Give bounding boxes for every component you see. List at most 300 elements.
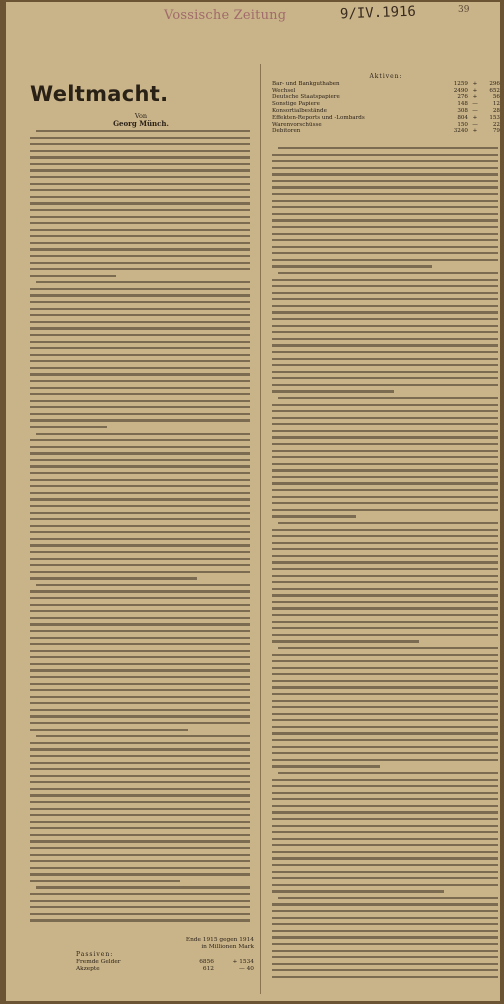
- text-line: [30, 709, 250, 711]
- text-line: [30, 742, 250, 744]
- text-line: [272, 180, 498, 182]
- text-line: [30, 163, 250, 165]
- text-line: [272, 318, 498, 320]
- text-line: [30, 518, 250, 520]
- text-line: [278, 397, 498, 399]
- text-line: [30, 156, 250, 158]
- text-line: [30, 169, 250, 171]
- aktiven-change: 296: [489, 80, 500, 87]
- text-line: [30, 183, 250, 185]
- text-line: [30, 531, 250, 533]
- aktiven-change: 79: [492, 128, 500, 135]
- text-line: [272, 529, 498, 531]
- text-line: [30, 189, 250, 191]
- text-line: [272, 640, 419, 642]
- text-line: [278, 147, 498, 149]
- text-line: [30, 571, 250, 573]
- text-line: [272, 259, 498, 261]
- text-line: [30, 525, 250, 527]
- text-line: [272, 607, 498, 609]
- aktiven-sign: +: [472, 87, 478, 94]
- text-line: [272, 193, 498, 195]
- aktiven-label: Debitoren: [272, 128, 301, 135]
- corner-mark: 39: [458, 5, 470, 15]
- text-line: [272, 535, 498, 537]
- text-line: [272, 634, 498, 636]
- text-line: [272, 686, 498, 688]
- text-line: [272, 864, 498, 866]
- text-line: [30, 308, 250, 310]
- aktiven-value-1915: 804: [457, 114, 468, 121]
- text-line: [272, 469, 498, 471]
- text-line: [272, 252, 498, 254]
- text-line: [30, 341, 250, 343]
- text-line: [30, 242, 250, 244]
- left-column-text-block: [30, 130, 250, 926]
- text-line: [272, 298, 498, 300]
- text-line: [272, 779, 498, 781]
- text-line: [30, 235, 250, 237]
- text-line: [272, 601, 498, 603]
- text-line: [272, 226, 498, 228]
- text-line: [30, 248, 250, 250]
- text-line: [272, 706, 498, 708]
- text-line: [272, 969, 498, 971]
- text-line: [30, 347, 250, 349]
- text-line: [272, 496, 498, 498]
- text-line: [272, 798, 498, 800]
- text-line: [30, 459, 250, 461]
- text-line: [272, 482, 498, 484]
- text-line: [272, 233, 498, 235]
- text-line: [278, 522, 498, 524]
- text-line: [272, 292, 498, 294]
- text-line: [272, 575, 498, 577]
- text-line: [272, 390, 394, 392]
- aktiven-row: [272, 115, 500, 122]
- text-line: [30, 768, 250, 770]
- text-line: [272, 167, 498, 169]
- text-line: [272, 752, 498, 754]
- text-line: [30, 577, 197, 579]
- text-line: [278, 897, 498, 899]
- text-line: [30, 755, 250, 757]
- text-line: [272, 877, 498, 879]
- text-line: [272, 246, 498, 248]
- text-line: [272, 377, 498, 379]
- text-line: [30, 419, 250, 421]
- text-line: [30, 446, 250, 448]
- text-line: [272, 279, 498, 281]
- aktiven-value-1915: 150: [457, 121, 468, 128]
- aktiven-value-1915: 276: [457, 94, 468, 101]
- text-line: [272, 351, 498, 353]
- aktiven-change: 56: [492, 94, 500, 101]
- text-line: [30, 604, 250, 606]
- text-line: [36, 735, 250, 737]
- text-line: [272, 693, 498, 695]
- text-line: [272, 831, 498, 833]
- passiven-label: Fremde Gelder: [76, 958, 121, 965]
- aktiven-sign: +: [472, 114, 478, 121]
- handwritten-date: 9/IV.1916: [339, 3, 417, 23]
- passiven-table: [76, 937, 254, 973]
- text-line: [30, 801, 250, 803]
- text-line: [30, 781, 250, 783]
- text-line: [272, 871, 498, 873]
- text-line: [272, 654, 498, 656]
- passiven-row: [76, 966, 254, 973]
- text-line: [30, 512, 250, 514]
- text-line: [272, 765, 380, 767]
- passiven-row: [76, 959, 254, 966]
- text-line: [30, 400, 250, 402]
- text-line: [272, 200, 498, 202]
- text-line: [272, 311, 498, 313]
- text-line: [30, 196, 250, 198]
- aktiven-row: [272, 94, 500, 101]
- text-line: [30, 202, 250, 204]
- aktiven-sign: —: [472, 101, 478, 108]
- text-line: [30, 334, 250, 336]
- text-line: [30, 452, 250, 454]
- text-line: [272, 450, 498, 452]
- text-line: [30, 597, 250, 599]
- text-line: [272, 805, 498, 807]
- text-line: [30, 268, 250, 270]
- text-line: [272, 404, 498, 406]
- text-line: [30, 314, 250, 316]
- text-line: [272, 476, 498, 478]
- text-line: [30, 637, 250, 639]
- text-line: [30, 262, 250, 264]
- text-line: [272, 285, 498, 287]
- text-line: [272, 265, 432, 267]
- text-line: [272, 515, 356, 517]
- text-line: [30, 465, 250, 467]
- text-line: [272, 857, 498, 859]
- text-line: [30, 301, 250, 303]
- aktiven-table: [272, 74, 500, 135]
- text-line: [272, 680, 498, 682]
- text-line: [272, 713, 498, 715]
- text-line: [30, 288, 250, 290]
- aktiven-sign: —: [472, 107, 478, 114]
- text-line: [272, 660, 498, 662]
- passiven-value-1915: 612: [202, 965, 214, 972]
- text-line: [30, 406, 250, 408]
- text-line: [30, 367, 250, 369]
- text-line: [30, 814, 250, 816]
- text-line: [30, 788, 250, 790]
- text-line: [272, 976, 498, 978]
- aktiven-row: [272, 128, 500, 135]
- text-line: [272, 884, 498, 886]
- text-line: [30, 643, 250, 645]
- text-line: [272, 325, 498, 327]
- aktiven-label: Deutsche Staatspapiere: [272, 94, 340, 101]
- aktiven-label: Warenvorschüsse: [272, 121, 322, 128]
- passiven-change: — 40: [238, 965, 254, 972]
- text-line: [30, 143, 250, 145]
- text-line: [272, 173, 498, 175]
- text-line: [36, 584, 250, 586]
- text-line: [272, 410, 498, 412]
- aktiven-row: [272, 108, 500, 115]
- text-line: [30, 893, 250, 895]
- aktiven-value-1915: 2490: [453, 87, 468, 94]
- text-line: [30, 216, 250, 218]
- text-line: [30, 373, 250, 375]
- text-line: [272, 950, 498, 952]
- right-column-text-block: [272, 147, 498, 982]
- text-line: [30, 321, 250, 323]
- text-line: [30, 702, 250, 704]
- passiven-label: Akzepte: [76, 965, 100, 972]
- text-line: [272, 811, 498, 813]
- text-line: [272, 371, 498, 373]
- byline: [30, 112, 252, 128]
- text-line: [30, 880, 180, 882]
- text-line: [30, 729, 188, 731]
- text-line: [30, 617, 250, 619]
- passiven-heading-period: Ende 1915 gegen 1914: [185, 937, 254, 943]
- text-line: [272, 956, 498, 958]
- text-line: [272, 621, 498, 623]
- text-line: [30, 472, 250, 474]
- aktiven-label: Effekten-Reports und -Lombards: [272, 114, 365, 121]
- text-line: [272, 746, 498, 748]
- aktiven-heading: Aktiven:: [369, 73, 403, 80]
- text-line: [30, 748, 250, 750]
- text-line: [30, 485, 250, 487]
- passiven-heading: Passiven:: [76, 951, 114, 959]
- text-line: [36, 130, 250, 132]
- aktiven-change: 12: [492, 101, 500, 108]
- text-line: [272, 331, 498, 333]
- text-line: [272, 542, 498, 544]
- passiven-change: + 1534: [232, 958, 254, 965]
- text-line: [272, 502, 498, 504]
- text-line: [36, 886, 250, 888]
- text-line: [30, 551, 250, 553]
- text-line: [30, 360, 250, 362]
- text-line: [278, 772, 498, 774]
- aktiven-label: Bar- und Bankguthaben: [272, 80, 340, 87]
- text-line: [30, 663, 250, 665]
- text-line: [30, 505, 250, 507]
- aktiven-row: [272, 81, 500, 88]
- text-line: [272, 838, 498, 840]
- text-line: [272, 219, 498, 221]
- text-line: [272, 903, 498, 905]
- text-line: [30, 827, 250, 829]
- aktiven-change: 28: [492, 107, 500, 114]
- text-line: [272, 739, 498, 741]
- text-line: [272, 548, 498, 550]
- text-line: [272, 186, 498, 188]
- text-line: [30, 722, 250, 724]
- text-line: [272, 239, 498, 241]
- text-line: [30, 906, 250, 908]
- text-line: [272, 890, 444, 892]
- aktiven-label: Wechsel: [272, 87, 296, 94]
- text-line: [272, 851, 498, 853]
- text-line: [272, 456, 498, 458]
- text-line: [30, 387, 250, 389]
- text-line: [30, 564, 250, 566]
- text-line: [272, 818, 498, 820]
- text-line: [272, 417, 498, 419]
- aktiven-row: [272, 88, 500, 95]
- article-title: Weltmacht.: [30, 82, 169, 106]
- text-line: [30, 775, 250, 777]
- text-line: [272, 923, 498, 925]
- text-line: [30, 544, 250, 546]
- text-line: [30, 479, 250, 481]
- aktiven-change: 652: [489, 87, 500, 94]
- text-line: [272, 627, 498, 629]
- text-line: [272, 305, 498, 307]
- text-line: [272, 594, 498, 596]
- aktiven-value-1915: 3240: [453, 128, 468, 135]
- text-line: [272, 338, 498, 340]
- text-line: [30, 854, 250, 856]
- aktiven-rows: [272, 81, 500, 135]
- text-line: [30, 900, 250, 902]
- text-line: [30, 492, 250, 494]
- text-line: [272, 213, 498, 215]
- aktiven-label: Konsortialbestände: [272, 107, 327, 114]
- text-line: [272, 568, 498, 570]
- byline-von: Von: [134, 112, 148, 120]
- text-line: [30, 689, 250, 691]
- text-line: [30, 808, 250, 810]
- text-line: [272, 719, 498, 721]
- text-line: [272, 759, 498, 761]
- text-line: [272, 588, 498, 590]
- text-line: [272, 344, 498, 346]
- text-line: [272, 436, 498, 438]
- text-line: [272, 732, 498, 734]
- text-line: [30, 176, 250, 178]
- aktiven-sign: —: [472, 121, 478, 128]
- aktiven-sign: +: [472, 80, 478, 87]
- text-line: [30, 137, 250, 139]
- aktiven-row: [272, 122, 500, 129]
- text-line: [272, 358, 498, 360]
- text-line: [30, 873, 250, 875]
- text-line: [272, 726, 498, 728]
- text-line: [30, 558, 250, 560]
- aktiven-value-1915: 1259: [453, 80, 468, 87]
- text-line: [272, 561, 498, 563]
- text-line: [272, 667, 498, 669]
- text-line: [272, 614, 498, 616]
- text-line: [30, 669, 250, 671]
- passiven-rows: [76, 959, 254, 973]
- text-line: [272, 910, 498, 912]
- text-line: [30, 794, 250, 796]
- author-name: Georg Münch.: [113, 119, 169, 128]
- text-line: [30, 840, 250, 842]
- text-line: [30, 623, 250, 625]
- aktiven-label: Sonstige Papiere: [272, 101, 320, 108]
- text-line: [278, 272, 498, 274]
- text-line: [272, 555, 498, 557]
- text-line: [272, 917, 498, 919]
- text-line: [272, 581, 498, 583]
- text-line: [272, 673, 498, 675]
- newspaper-clipping: [6, 2, 500, 1001]
- text-line: [272, 364, 498, 366]
- text-line: [30, 834, 250, 836]
- text-line: [272, 443, 498, 445]
- text-line: [30, 393, 250, 395]
- text-line: [36, 433, 250, 435]
- masthead: Vossische Zeitung: [164, 8, 287, 23]
- text-line: [272, 792, 498, 794]
- text-line: [272, 930, 498, 932]
- text-line: [278, 647, 498, 649]
- text-line: [272, 844, 498, 846]
- text-line: [30, 821, 250, 823]
- text-line: [272, 943, 498, 945]
- text-line: [30, 867, 250, 869]
- text-line: [272, 423, 498, 425]
- passiven-value-1915: 6856: [199, 958, 214, 965]
- text-line: [30, 715, 250, 717]
- text-line: [30, 150, 250, 152]
- aktiven-value-1915: 148: [457, 101, 468, 108]
- text-line: [272, 206, 498, 208]
- aktiven-change: 153: [489, 114, 500, 121]
- text-line: [30, 255, 250, 257]
- text-line: [30, 913, 250, 915]
- text-line: [36, 281, 250, 283]
- text-line: [30, 762, 250, 764]
- text-line: [272, 463, 498, 465]
- text-line: [30, 354, 250, 356]
- text-line: [272, 963, 498, 965]
- text-line: [30, 327, 250, 329]
- text-line: [30, 676, 250, 678]
- column-divider: [260, 64, 261, 994]
- text-line: [30, 439, 250, 441]
- text-line: [30, 610, 250, 612]
- passiven-heading-unit: in Millionen Mark: [201, 944, 254, 951]
- text-line: [30, 229, 250, 231]
- text-line: [272, 825, 498, 827]
- aktiven-sign: +: [472, 94, 478, 101]
- text-line: [30, 498, 250, 500]
- text-line: [30, 222, 250, 224]
- text-line: [30, 413, 250, 415]
- text-line: [272, 160, 498, 162]
- text-line: [272, 936, 498, 938]
- aktiven-value-1915: 308: [457, 107, 468, 114]
- text-line: [30, 683, 250, 685]
- text-line: [272, 384, 498, 386]
- text-line: [272, 154, 498, 156]
- text-line: [30, 630, 250, 632]
- text-line: [30, 847, 250, 849]
- text-line: [272, 700, 498, 702]
- aktiven-row: [272, 101, 500, 108]
- text-line: [30, 860, 250, 862]
- text-line: [272, 785, 498, 787]
- text-line: [30, 650, 250, 652]
